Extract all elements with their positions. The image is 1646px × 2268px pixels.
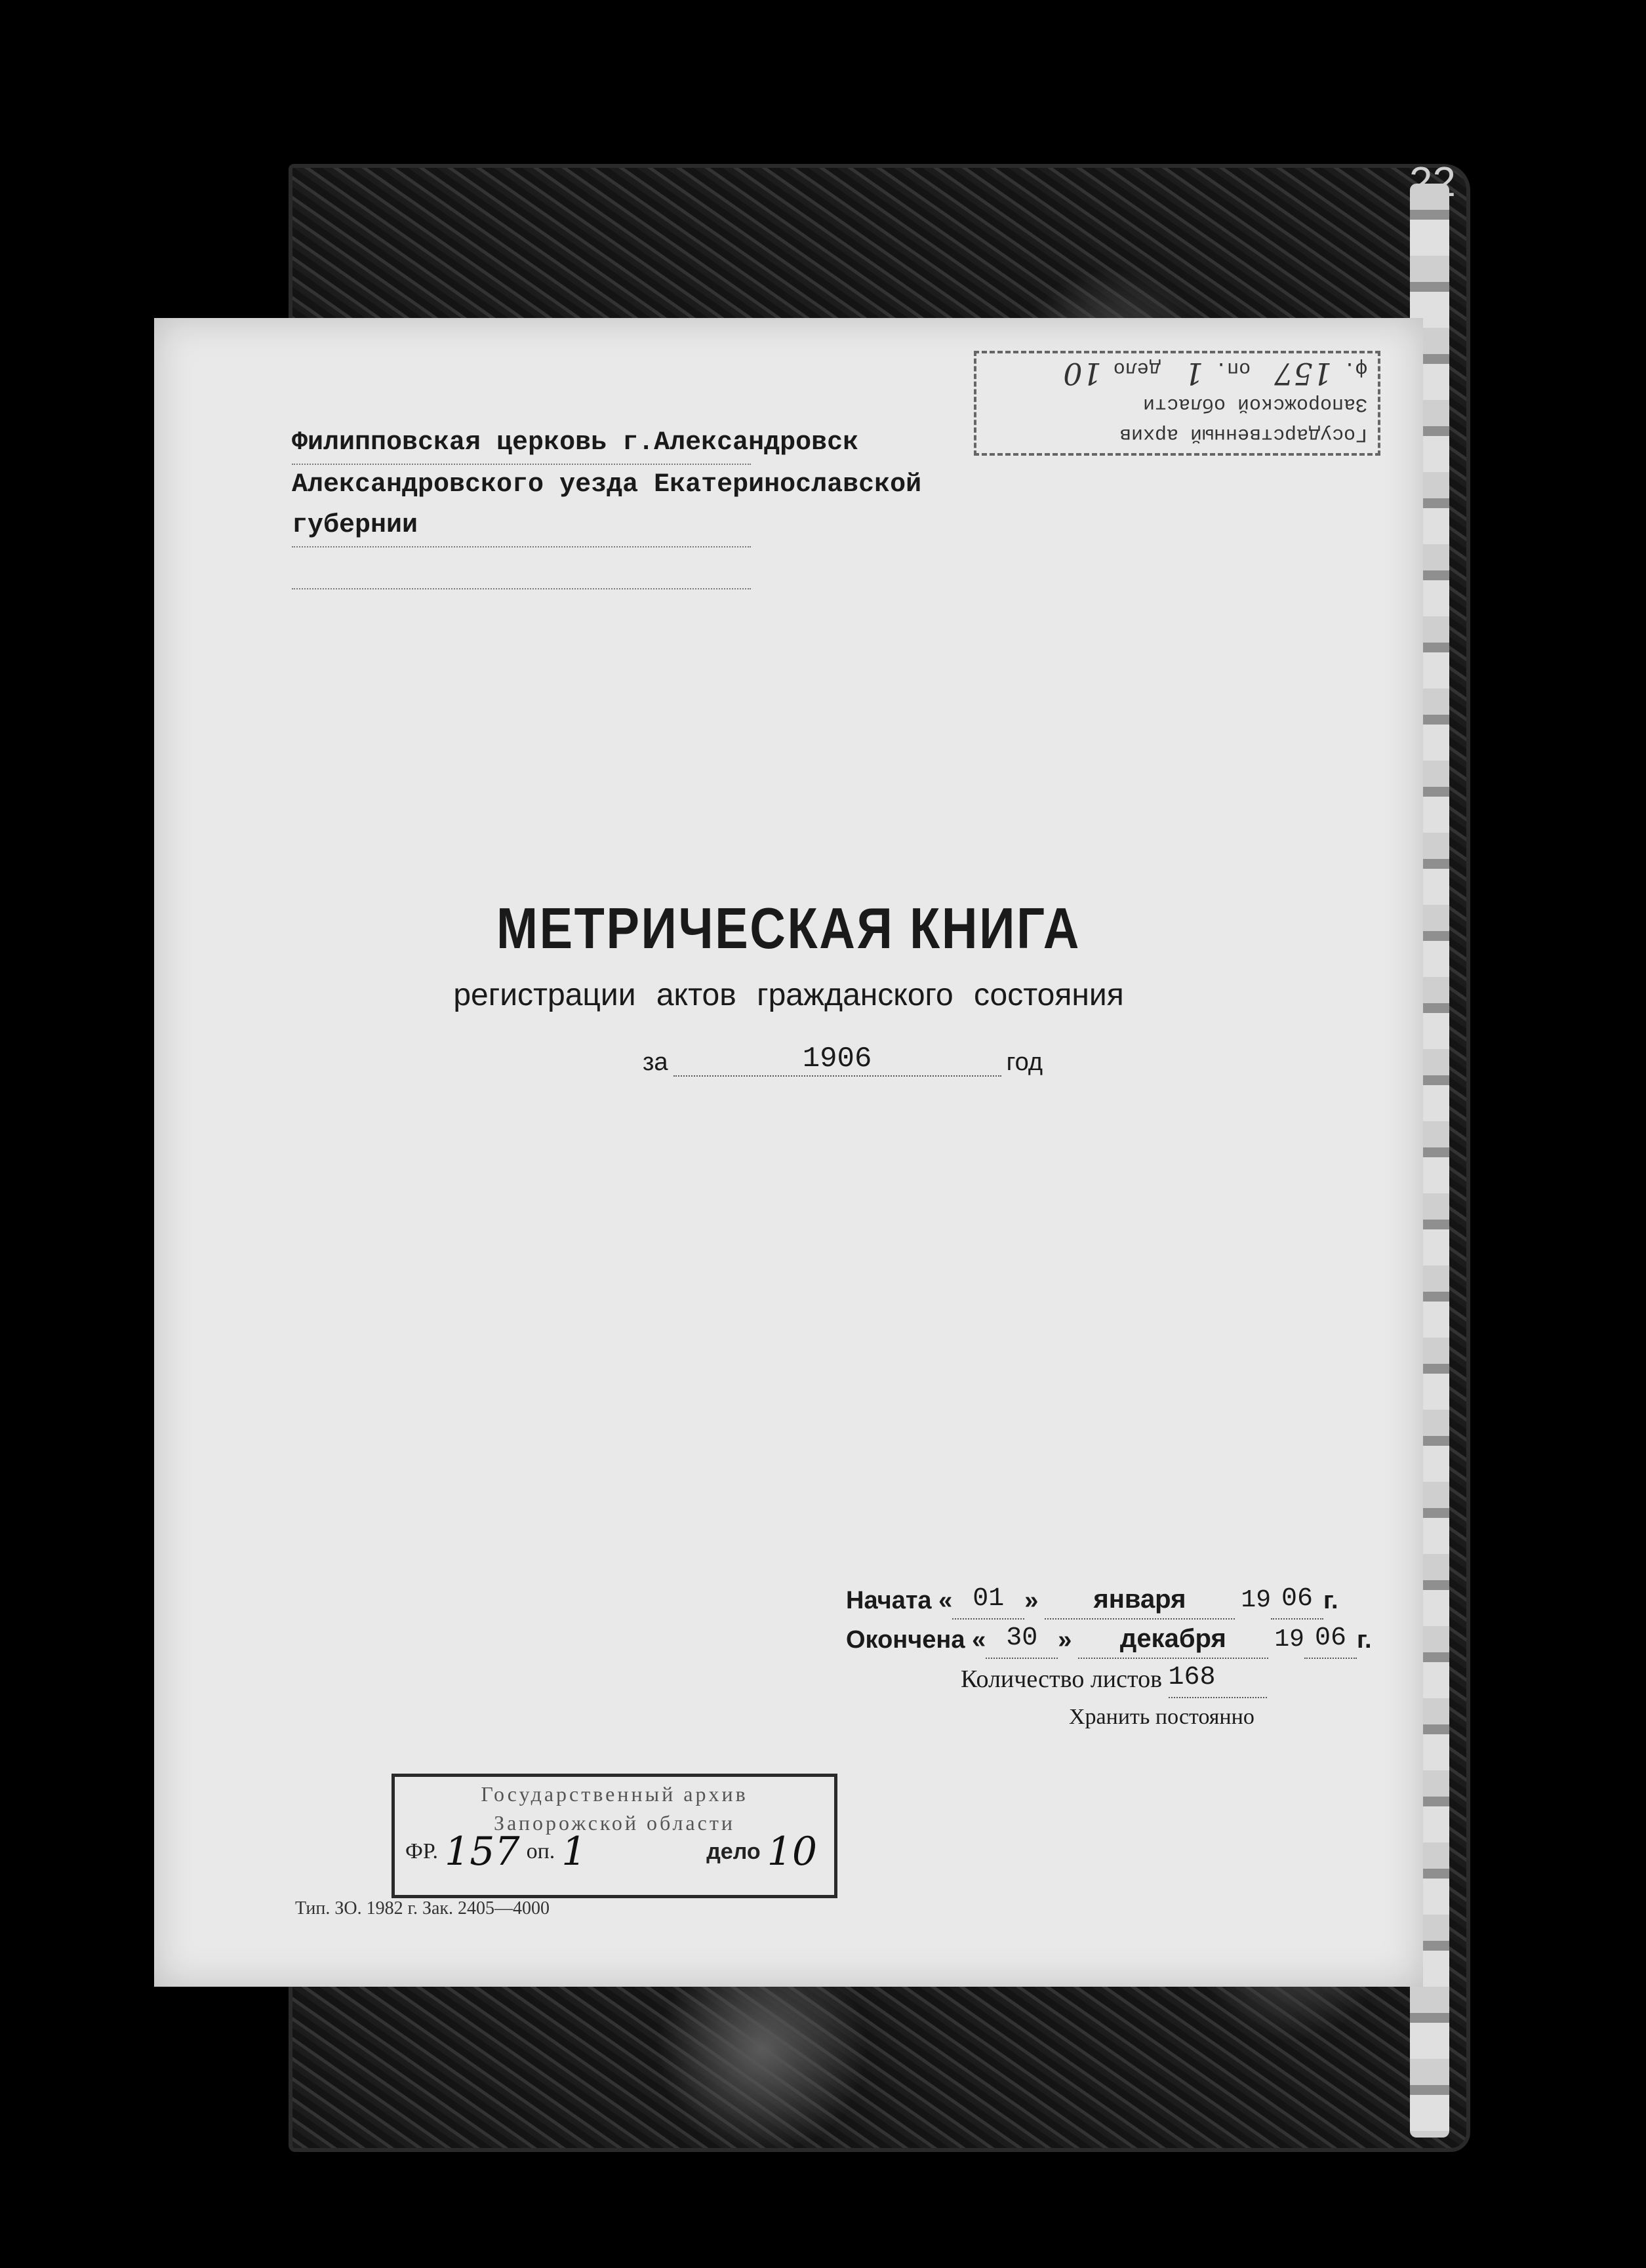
stamp-bottom-line3: ФР. 157 оп. 1 дело 10 (405, 1829, 817, 1875)
stamp-bottom-opis: 1 (561, 1829, 587, 1875)
started-row: Начата « 01 » января 19 06 г. (846, 1580, 1410, 1620)
ended-year: 06 (1304, 1620, 1357, 1659)
archive-stamp-bottom (391, 1774, 837, 1898)
started-month: января (1045, 1580, 1235, 1620)
stamp-bottom-line2: Запорожской области (494, 1811, 735, 1835)
parish-line-2: Александровского уезда Екатеринославской (292, 470, 922, 500)
folio-number: 22 (1409, 158, 1456, 205)
document-title: МЕТРИЧЕСКАЯ КНИГА (496, 896, 1081, 961)
keep-note: Хранить постоянно (1069, 1705, 1255, 1729)
stamp-bottom-delo: 10 (767, 1829, 817, 1875)
document-subtitle: регистрации актов гражданского состояния (453, 978, 1124, 1012)
title-sheet (154, 318, 1423, 1987)
ended-day: 30 (986, 1620, 1058, 1659)
stamp-top-line1: Государственный архив (1119, 423, 1367, 445)
parish-blank-line (292, 547, 751, 589)
stamp-bottom-line1: Государственный архив (481, 1782, 748, 1806)
ended-row: Окончена « 30 » декабря 19 06 г. (846, 1620, 1410, 1659)
started-day: 01 (952, 1580, 1024, 1620)
printer-note: Тип. ЗО. 1982 г. Зак. 2405—4000 (295, 1898, 550, 1919)
ended-label: Окончена « (846, 1626, 986, 1654)
started-label: Начата « (846, 1587, 953, 1614)
year-value: 1906 (673, 1043, 1001, 1077)
register-meta (846, 1580, 1410, 1736)
stamp-top-line3: ф. 157 оп. 1 дело 10 (1063, 356, 1367, 391)
stamp-top-delo: 10 (1063, 356, 1102, 391)
year-suffix: год (1006, 1048, 1043, 1076)
year-prefix: за (643, 1048, 668, 1076)
started-year: 06 (1271, 1580, 1323, 1620)
ended-month: декабря (1078, 1620, 1268, 1659)
stamp-top-fond: 157 (1274, 356, 1332, 391)
sheet-count-row (961, 1659, 1410, 1698)
stamp-top-line2: Запорожской области (1142, 393, 1367, 415)
sheet-count-label: Количество листов (961, 1665, 1163, 1693)
sheet-count: 168 (1169, 1659, 1267, 1698)
year-line (643, 1043, 1043, 1077)
parish-header (292, 423, 1144, 589)
stamp-top-opis: 1 (1184, 356, 1204, 391)
parish-line-3: губернии (292, 506, 751, 547)
parish-line-1: Филипповская церковь г.Александровск (292, 423, 751, 465)
stamp-bottom-fond: 157 (445, 1829, 520, 1875)
